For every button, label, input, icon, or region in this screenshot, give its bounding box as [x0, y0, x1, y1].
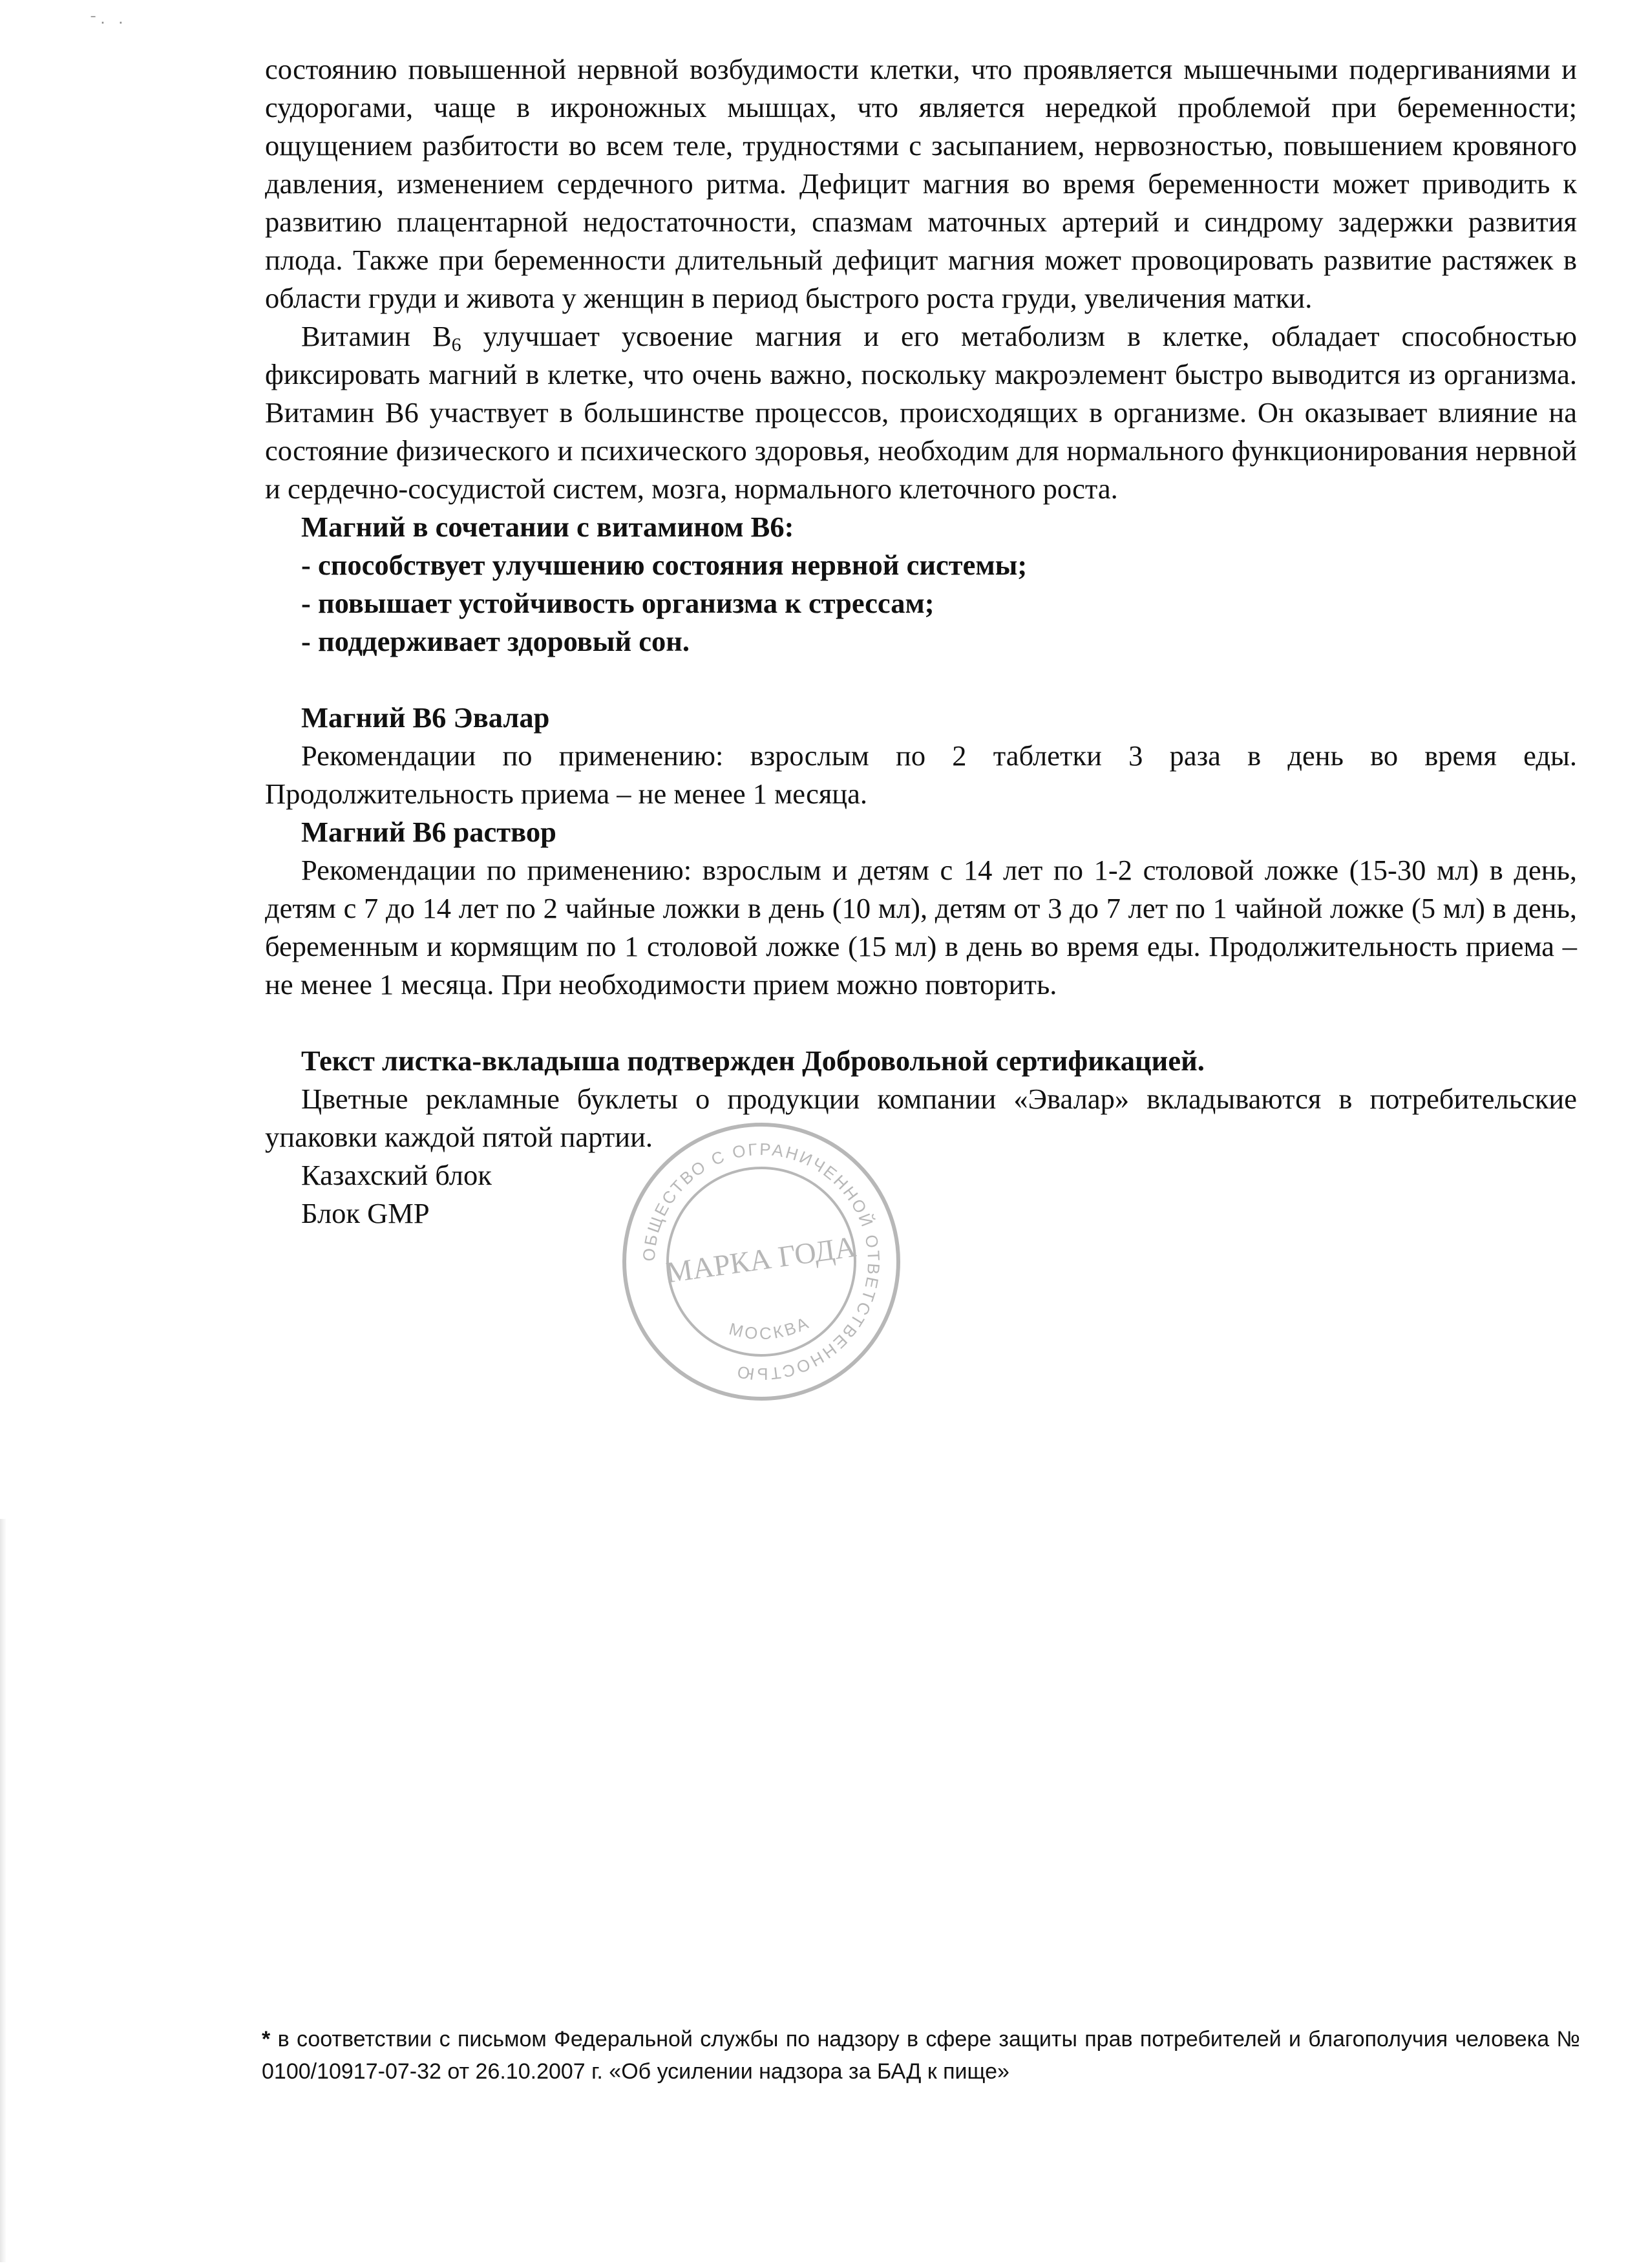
vitamin-b6-prefix: Витамин B [301, 320, 452, 352]
document-body [265, 50, 1577, 1233]
product-usage-solution: Рекомендации по применению: взрослым и детям с 14 лет по 1-2 столовой ложке (15-30 мл) в день, детям с 7 до 14 лет по 2 чайные ложки в день (10 мл), детям от 3 до 7 лет по 1 чайной ложке (5 мл) в день, беременным и кормящим по 1 столовой ложке (15 мл) в день во время еды. Продолжительность приема – не менее 1 месяца. При необходимости прием можно повторить. [265, 854, 1577, 1001]
stamp-bottom-text: МОСКВА [726, 1312, 814, 1344]
block-label-kazakh: Казахский блок [301, 1159, 492, 1191]
spacer [265, 1004, 1577, 1042]
vitamin-b6-subscript: 6 [451, 334, 461, 355]
vitamin-b6-text: улучшает усвоение магния и его метаболизм в клетке, обладает способностью фиксировать магний в клетке, что очень важно, поскольку макроэлемент быстро выводится из организма. Витамин B6 участвует в большинстве процессов, происходящих в организме. Он оказывает влияние на состояние физического и психического здоровья, необходим для нормального функционирования нервной и сердечно-сосудистой систем, мозга, нормального клеточного роста. [265, 320, 1577, 505]
benefit-item: - повышает устойчивость организма к стрессам; [301, 587, 935, 619]
footnote-text: в соответствии с письмом Федеральной службы по надзору в сфере защиты прав потребителей и благополучия человека № 0100/10917-07-32 от 26.10.2007 г. «Об усилении надзора за БАД к пище» [262, 2027, 1580, 2084]
benefit-item: - поддерживает здоровый сон. [301, 625, 690, 657]
product-title-solution: Магний В6 раствор [301, 816, 556, 848]
stamp-center-text: МАРКА ГОДА [664, 1229, 858, 1289]
benefit-item: - способствует улучшению состояния нервной системы; [301, 549, 1028, 581]
benefits-heading: Магний в сочетании с витамином В6: [301, 511, 794, 543]
block-label-gmp: Блок GMP [301, 1197, 430, 1229]
footnote-star: * [262, 2027, 271, 2051]
scan-left-edge-shadow [0, 1519, 6, 2262]
product-title-tablets: Магний В6 Эвалар [301, 701, 550, 734]
paragraph-magnesium-deficiency: состоянию повышенной нервной возбудимости клетки, что проявляется мышечными подергиваниями и судорогами, чаще в икроножных мышцах, что является нередкой проблемой при беременности; ощущением разбитости во всем теле, трудностями с засыпанием, нервозностью, повышением кровяного давления, изменением сердечного ритма. Дефицит магния во время беременности может приводить к развитию плацентарной недостаточности, спазмам маточных артерий и синдрому задержки развития плода. Также при беременности длительный дефицит магния может провоцировать развитие растяжек в области груди и живота у женщин в период быстрого роста груди, увеличения матки. [265, 53, 1577, 314]
paragraph-vitamin-b6 [265, 317, 1577, 508]
company-seal-stamp [619, 1119, 903, 1404]
scan-corner-marks: ˉ· · [90, 12, 128, 31]
spacer [265, 661, 1577, 699]
product-usage-tablets: Рекомендации по применению: взрослым по 2 таблетки 3 раза в день во время еды. Продолжительность приема – не менее 1 месяца. [265, 739, 1577, 810]
stamp-ring-text: ОБЩЕСТВО С ОГРАНИЧЕННОЙ ОТВЕТСТВЕННОСТЬЮ [639, 1139, 884, 1384]
certification-note: Текст листка-вкладыша подтвержден Добровольной сертификацией. [301, 1044, 1205, 1077]
booklets-note: Цветные рекламные буклеты о продукции компании «Эвалар» вкладываются в потребительские упаковки каждой пятой партии. [265, 1083, 1577, 1153]
footnote [262, 2023, 1580, 2088]
